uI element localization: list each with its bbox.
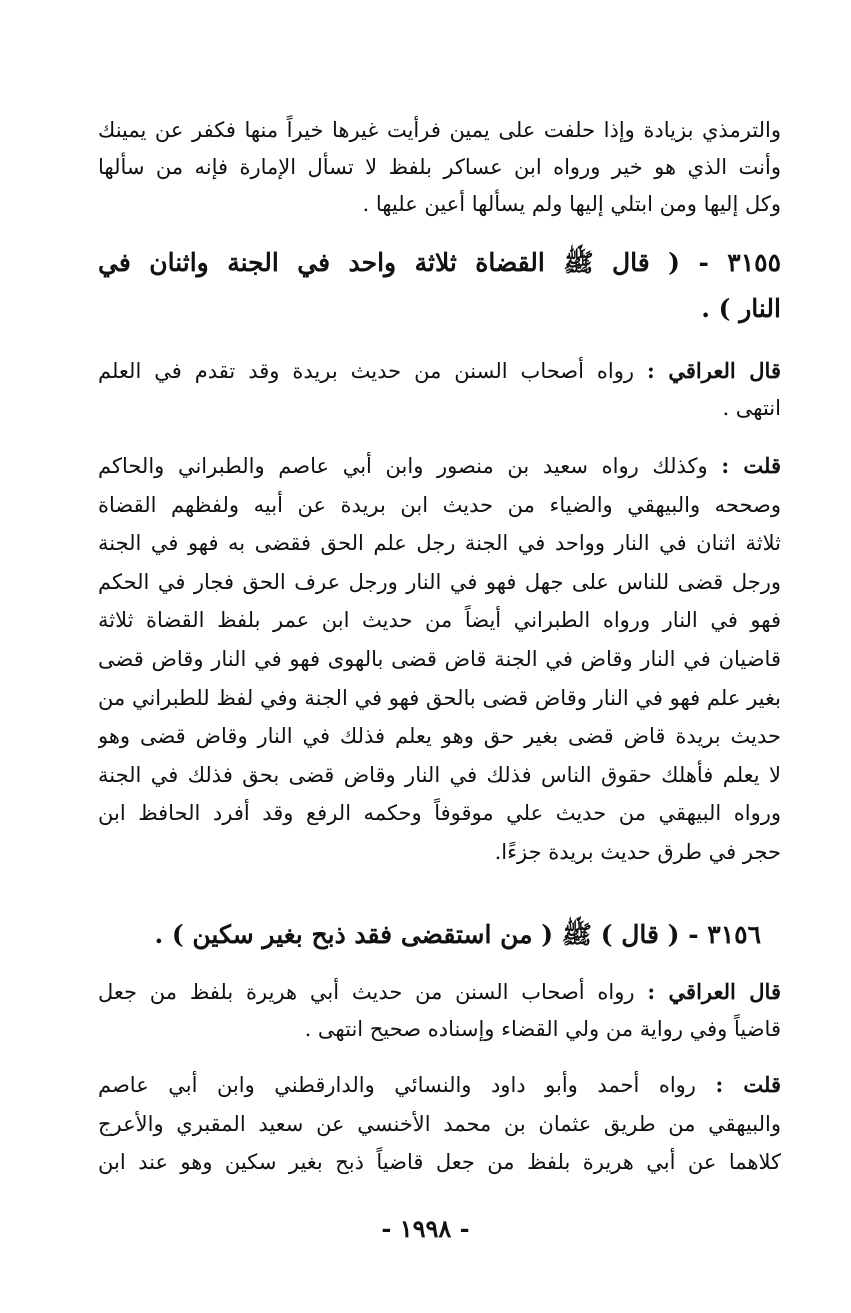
heading-line: ٣١٥٥ - ( قال ﷺ القضاة ثلاثة واحد في الجنة واثنان في	[98, 248, 781, 277]
text-line: قاضيان في النار وقاض في الجنة قاض قضى بالهوى فهو في النار وقاض قضى	[98, 646, 781, 671]
hadith-3155-heading	[98, 240, 781, 332]
iraqi-label: قال العراقي :	[647, 358, 781, 383]
qultu-text: رواه أحمد وأبو داود والنسائي والدارقطني وابن أبي عاصم	[98, 1073, 696, 1097]
text-line	[98, 973, 781, 1011]
hadith-3155-iraqi	[98, 352, 781, 427]
text-line: قاضياً وفي رواية من ولي القضاء وإسناده صحيح انتهى .	[304, 1017, 781, 1041]
hadith-3155-qultu	[98, 447, 781, 872]
text-line: ورجل قضى للناس على جهل فهو في النار ورجل عرف الحق فجار في الحكم	[98, 569, 781, 594]
text-line: كلاهما عن أبي هريرة بلفظ من جعل قاضياً ذبح بغير سكين وهو عند ابن	[98, 1150, 781, 1174]
heading-line: النار ) .	[701, 294, 781, 323]
qultu-label: قلت :	[721, 453, 781, 478]
text-line: حجر في طرق حديث بريدة جزءًا.	[494, 839, 781, 864]
text-line: وأنت الذي هو خير ورواه ابن عساكر بلفظ لا تسأل الإمارة فإنه من سألها	[98, 155, 781, 179]
hadith-3156-heading	[98, 912, 781, 958]
qultu-label: قلت :	[715, 1072, 781, 1097]
text-line	[98, 1066, 781, 1105]
text-line: والبيهقي من طريق عثمان بن محمد الأخنسي عن سعيد المقبري والأعرج	[98, 1111, 781, 1136]
text-line: ثلاثة اثنان في النار وواحد في الجنة رجل علم الحق فقضى به فهو في الجنة	[98, 531, 781, 556]
hadith-3156-qultu	[98, 1066, 781, 1182]
iraqi-text: رواه أصحاب السنن من حديث أبي هريرة بلفظ من جعل	[98, 980, 635, 1004]
text-line: حديث بريدة قاض قضى بغير حق وهو يعلم فذلك في النار وقاض قضى وهو	[98, 724, 781, 749]
heading-line: ٣١٥٦ - ( قال ) ﷺ ( من استقضى فقد ذبح بغير سكين ) .	[154, 920, 761, 949]
text-line: فهو في النار ورواه الطبراني أيضاً من حديث ابن عمر بلفظ القضاة ثلاثة	[98, 608, 781, 633]
text-line: وصححه والبيهقي والضياء من حديث ابن بريدة عن أبيه ولفظهم القضاة	[98, 492, 781, 517]
text-line: والترمذي بزيادة وإذا حلفت على يمين فرأيت غيرها خيراً منها فكفر عن يمينك	[98, 118, 781, 142]
text-line	[98, 352, 781, 390]
iraqi-label: قال العراقي :	[647, 979, 781, 1004]
text-line: ورواه البيهقي من حديث علي موقوفاً وحكمه الرفع وقد أفرد الحافظ ابن	[98, 801, 781, 826]
text-line	[98, 447, 781, 486]
iraqi-text: رواه أصحاب السنن من حديث بريدة وقد تقدم في العلم	[98, 359, 635, 383]
text-line: انتهى .	[722, 396, 781, 420]
qultu-text: وكذلك رواه سعيد بن منصور وابن أبي عاصم والطبراني والحاكم	[98, 454, 708, 478]
text-line: بغير علم فهو في النار وقاض قضى بالحق فهو في الجنة وفي لفظ للطبراني من	[98, 685, 781, 710]
intro-paragraph	[98, 112, 781, 223]
text-line: وكل إليها ومن ابتلي إليها ولم يسألها أعين عليها .	[362, 192, 781, 216]
page-number: - ١٩٩٨ -	[381, 1214, 470, 1243]
text-line: لا يعلم فأهلك حقوق الناس فذلك في النار وقاض قضى بحق فذلك في الجنة	[98, 762, 781, 787]
hadith-3156-iraqi	[98, 973, 781, 1048]
